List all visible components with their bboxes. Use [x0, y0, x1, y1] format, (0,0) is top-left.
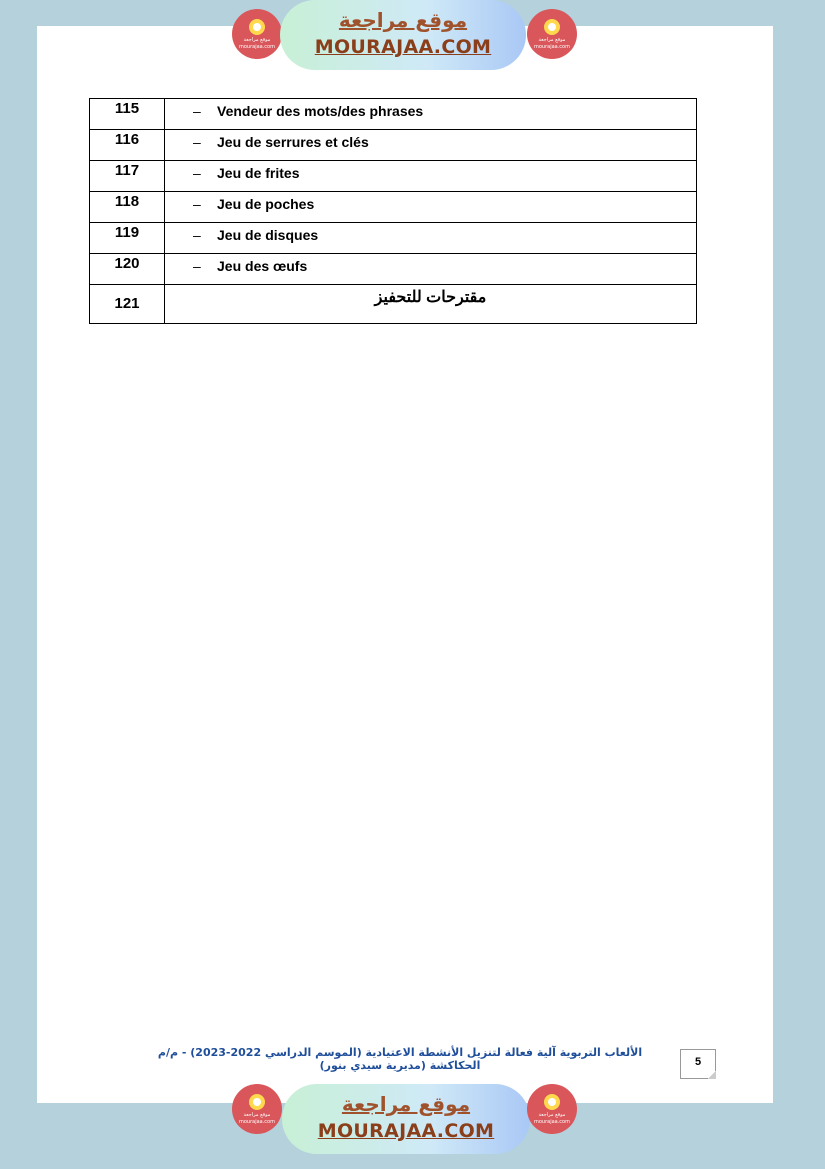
row-item	[165, 223, 697, 254]
site-link[interactable]	[282, 1084, 530, 1154]
dash-bullet: –	[193, 103, 201, 119]
row-item	[165, 254, 697, 285]
site-name-english[interactable]: MOURAJAA.COM	[314, 36, 492, 58]
logo-icon	[249, 1094, 265, 1110]
badge-line1: موقع مراجعة	[243, 37, 271, 43]
row-number: 119	[90, 223, 165, 254]
row-number: 116	[90, 130, 165, 161]
row-heading: مقترحات للتحفيز	[165, 285, 697, 324]
table-row	[90, 223, 697, 254]
row-number: 118	[90, 192, 165, 223]
page-number: 5	[680, 1049, 716, 1079]
top-banner	[0, 0, 825, 76]
row-number: 115	[90, 99, 165, 130]
row-number: 117	[90, 161, 165, 192]
row-item	[165, 99, 697, 130]
badge-line1: موقع مراجعة	[538, 37, 566, 43]
badge-line2: mourajaa.com	[533, 1119, 570, 1125]
row-label: Jeu de poches	[217, 196, 315, 212]
site-logo-badge[interactable]	[527, 9, 577, 59]
dash-bullet: –	[193, 165, 201, 181]
badge-line1: موقع مراجعة	[538, 1112, 566, 1118]
dash-bullet: –	[193, 134, 201, 150]
site-name-arabic[interactable]: موقع مراجعة	[338, 8, 468, 32]
games-table	[89, 98, 697, 324]
site-logo-badge[interactable]	[232, 1084, 282, 1134]
row-label: Jeu de disques	[217, 227, 319, 243]
site-logo-badge[interactable]	[527, 1084, 577, 1134]
badge-line2: mourajaa.com	[238, 1119, 275, 1125]
dash-bullet: –	[193, 196, 201, 212]
table-row	[90, 192, 697, 223]
table-row	[90, 130, 697, 161]
logo-icon	[544, 1094, 560, 1110]
table-row	[90, 161, 697, 192]
site-logo-badge[interactable]	[232, 9, 282, 59]
logo-icon	[544, 19, 560, 35]
table-row	[90, 254, 697, 285]
row-label: Jeu des œufs	[217, 258, 308, 274]
table-row	[90, 99, 697, 130]
footer-caption: الألعاب التربوية آلية فعالة لتنزيل الأنشطة الاعتيادية (الموسم الدراسي 2022-2023) - م/م الحكاكشة (مديرية سيدي بنور)	[157, 1046, 643, 1072]
badge-line2: mourajaa.com	[238, 44, 275, 50]
site-name-english[interactable]: MOURAJAA.COM	[317, 1120, 495, 1142]
site-link[interactable]	[280, 0, 526, 70]
badge-line2: mourajaa.com	[533, 44, 570, 50]
row-number: 120	[90, 254, 165, 285]
row-number: 121	[90, 285, 165, 324]
bottom-banner	[0, 1082, 825, 1158]
logo-icon	[249, 19, 265, 35]
row-item	[165, 130, 697, 161]
dash-bullet: –	[193, 258, 201, 274]
row-label: Jeu de frites	[217, 165, 300, 181]
site-name-arabic[interactable]: موقع مراجعة	[341, 1092, 471, 1116]
row-label: Jeu de serrures et clés	[217, 134, 369, 150]
badge-line1: موقع مراجعة	[243, 1112, 271, 1118]
dash-bullet: –	[193, 227, 201, 243]
row-item	[165, 161, 697, 192]
row-item	[165, 192, 697, 223]
table-row	[90, 285, 697, 324]
row-label: Vendeur des mots/des phrases	[217, 103, 424, 119]
